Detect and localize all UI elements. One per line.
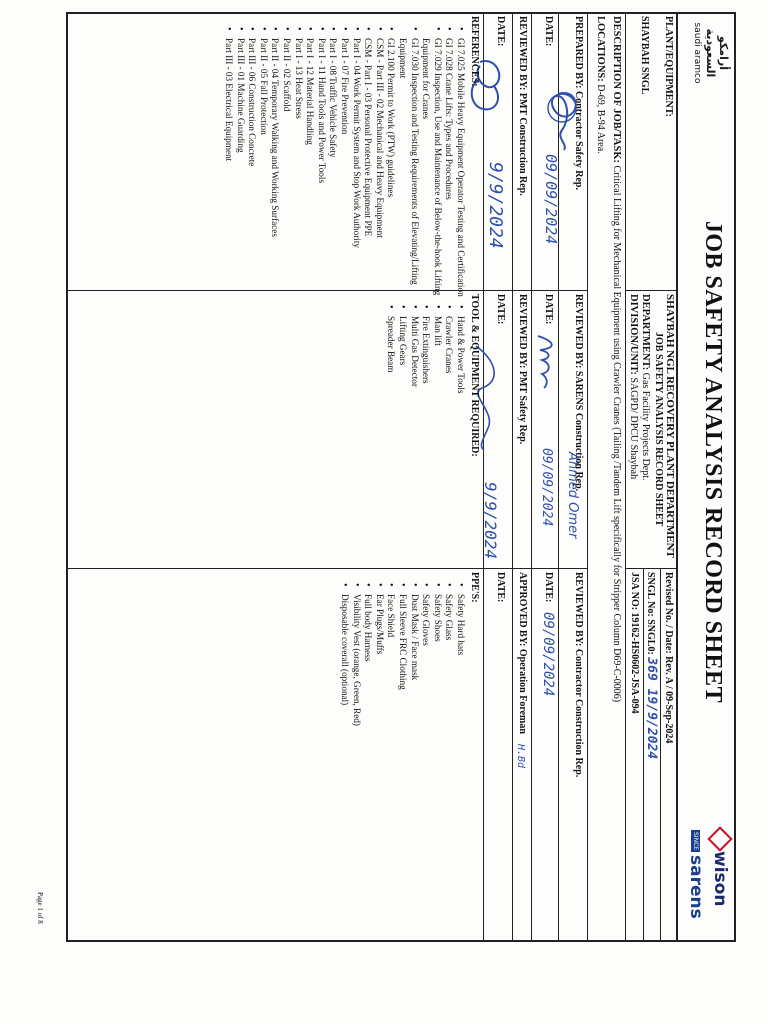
date-label-sarens: DATE: [543, 294, 554, 325]
list-item: • CSM - Part III - 02 Mechanical and Heavy Equipment [373, 38, 385, 297]
locations: LOCATIONS: D-69, B-94 Area. [595, 16, 606, 154]
list-item: • Part I - 11 Hand Tools and Power Tools [315, 38, 327, 297]
tools-heading: TOOL & EQUIPMENT REQUIRED: [469, 294, 480, 457]
plant-equipment-label: PLANT/EQUIPMENT: [663, 16, 674, 117]
list-item: • Part II - 04 Temporary Walking and Working Surfaces [269, 38, 281, 297]
sarens-badge: SINCE [692, 832, 700, 851]
wison-mark-icon [707, 826, 732, 851]
list-item: • Disposable coverall (optional) [338, 594, 350, 726]
list-item: • Part II - 05 Fall Protection [257, 38, 269, 297]
plant-equipment-value: SHAYBAH SNGL [639, 16, 650, 95]
division-field: DIVISION/UNIT: SAGPD/ DPCU Shaybah [628, 294, 639, 480]
list-item: • Part I - 04 Work Permit System and Stop Work Authority [350, 38, 362, 297]
date-label-pmt-safety: DATE: [495, 294, 506, 325]
list-item: • GI 7.025 Mobile Heavy Equipment Operator Testing and Certification [454, 38, 466, 297]
references-list [223, 26, 466, 297]
list-item: • Full Sleeve FRC Clothing [396, 594, 408, 726]
pmt-construction-date: 9/9/2024 [485, 162, 506, 249]
list-item: • Part III - 06 Construction Concrete [246, 38, 258, 297]
page-number: Page 1 of 8 [36, 892, 44, 924]
date-label-prepared: DATE: [543, 16, 554, 47]
sheet-heading: JOB SAFETY ANALYSIS RECORD SHEET [653, 332, 664, 527]
list-item: • Full body Harness [362, 594, 374, 726]
approved-by: APPROVED BY: Operation Foreman [517, 572, 528, 734]
list-item: Equipment for Cranes [421, 38, 432, 120]
list-item: • Part I - 08 Traffic Vehicle Safety [327, 38, 339, 297]
approved-handwritten: H.Bd [515, 744, 526, 769]
list-item: • Part II - 02 Scaffold [281, 38, 293, 297]
aramco-logo [686, 18, 730, 88]
sarens-date: 09/09/2024 [539, 448, 554, 527]
list-item: • Ear Plugs/Muffs [373, 594, 385, 726]
prepared-date: 09/09/2024 [542, 154, 560, 245]
date-label-contractor: DATE: [543, 572, 554, 603]
ppe-heading: PPE'S: [469, 572, 480, 603]
prepared-by: PREPARED BY: Contractor Safety Rep. [573, 16, 584, 190]
reviewed-pmt-safety: REVIEWED BY: PMT Safety Rep. [517, 294, 528, 445]
list-item: • Part III - 01 Machine Guarding [234, 38, 246, 297]
rotated-document [36, 12, 736, 942]
sngl-handwritten: 369 19/9/2024 [644, 657, 659, 760]
list-item: • GI 7.029 Inspection, Use and Maintenance of Below-the-hook Lifting [431, 38, 443, 297]
list-item: • Hand & Power Tools [454, 316, 466, 394]
job-description: DESCRIPTION OF JOB/TASK: Critical Lifting for Mechanical Equipment using Crawler Cranes (Tailing /Tandem Lift specifically for Stripper Column D69-C-0006) [611, 16, 622, 703]
aramco-logo-arabic: أرامكو السعودية [704, 28, 730, 78]
contractor-logos [682, 830, 730, 938]
list-item: • Safety Hard hats [454, 594, 466, 726]
list-item: • Man lift [431, 316, 443, 394]
list-item: • GI 7.028 Crane Lifts: Types and Procedures [443, 38, 455, 297]
list-item: • Safety Glass [443, 594, 455, 726]
list-item: • Part I - 12 Material Handling [304, 38, 316, 297]
sarens-logo: SINCE sarens [686, 832, 706, 919]
reviewed-pmt-construction: REVIEWED BY: PMT Construction Rep. [517, 16, 528, 196]
list-item: Equipment [398, 38, 409, 79]
list-item: • Multi Gas Detector [408, 316, 420, 394]
list-item: • Part III - 03 Electrical Equipment [223, 38, 235, 297]
tools-list [385, 304, 466, 394]
list-item: • Visibility Vest (orange, Green, Red) [350, 594, 362, 726]
list-item: • Crawler Cranes [443, 316, 455, 394]
department-heading: SHAYBAH NGL RECOVERY PLANT DEPARTMENT [664, 294, 676, 558]
date-label-pmt-construction: DATE: [495, 16, 506, 47]
wison-logo: wison [710, 830, 730, 938]
list-item: • Safety Gloves [420, 594, 432, 726]
list-item: • CSM - Part I - 03 Personal Protective Equipment PPE [362, 38, 374, 297]
sngl-field: SNGL No: SNGL0: 369 19/9/2024 [644, 572, 659, 760]
references-heading: REFERENCES: [469, 16, 480, 87]
reviewed-contractor: REVIEWED BY: Contractor Construction Rep. [573, 572, 584, 778]
aramco-logo-latin: saudi aramco [692, 22, 702, 84]
list-item: • Safety Shoes [431, 594, 443, 726]
contractor-date: 09/09/2024 [540, 612, 556, 697]
list-item: • Dust Mask / Face mask [408, 594, 420, 726]
list-item: • Part I - 13 Heat Stress [292, 38, 304, 297]
sarens-name: Ahmed Omer [565, 452, 580, 539]
ppe-list [338, 582, 466, 726]
list-item: • Face Shield [385, 594, 397, 726]
revision-field: Revised No. / Date: Rev. A / 09-Sep-2024 [663, 572, 674, 744]
jsa-number: JSA NO: 19162-HS0602-JSA-094 [629, 572, 640, 714]
list-item: • GI 7.030 Inspection and Testing Requirements of Elevating/Lifting [408, 38, 420, 297]
department-field: DEPARTMENT: Gas Facility Projects Dept. [640, 294, 651, 481]
pmt-safety-date: 9/9/2024 [481, 482, 500, 560]
list-item: • Fire Extinguishers [420, 316, 432, 394]
list-item: • GI 2.100 Permit to Work (PTW) guidelines [385, 38, 397, 297]
date-label-approved: DATE: [495, 572, 506, 603]
list-item: • Lifting Gears [396, 316, 408, 394]
reviewed-sarens: REVIEWED BY: SARENS Construction Rep. [573, 294, 584, 492]
prepared-signature [540, 86, 586, 156]
list-item: • Spreader Beam [385, 316, 397, 394]
list-item: • Part I - 07 Fire Prevention [338, 38, 350, 297]
page-title: JOB SAFETY ANALYSIS RECORD SHEET [700, 220, 726, 704]
sarens-signature [532, 332, 558, 392]
